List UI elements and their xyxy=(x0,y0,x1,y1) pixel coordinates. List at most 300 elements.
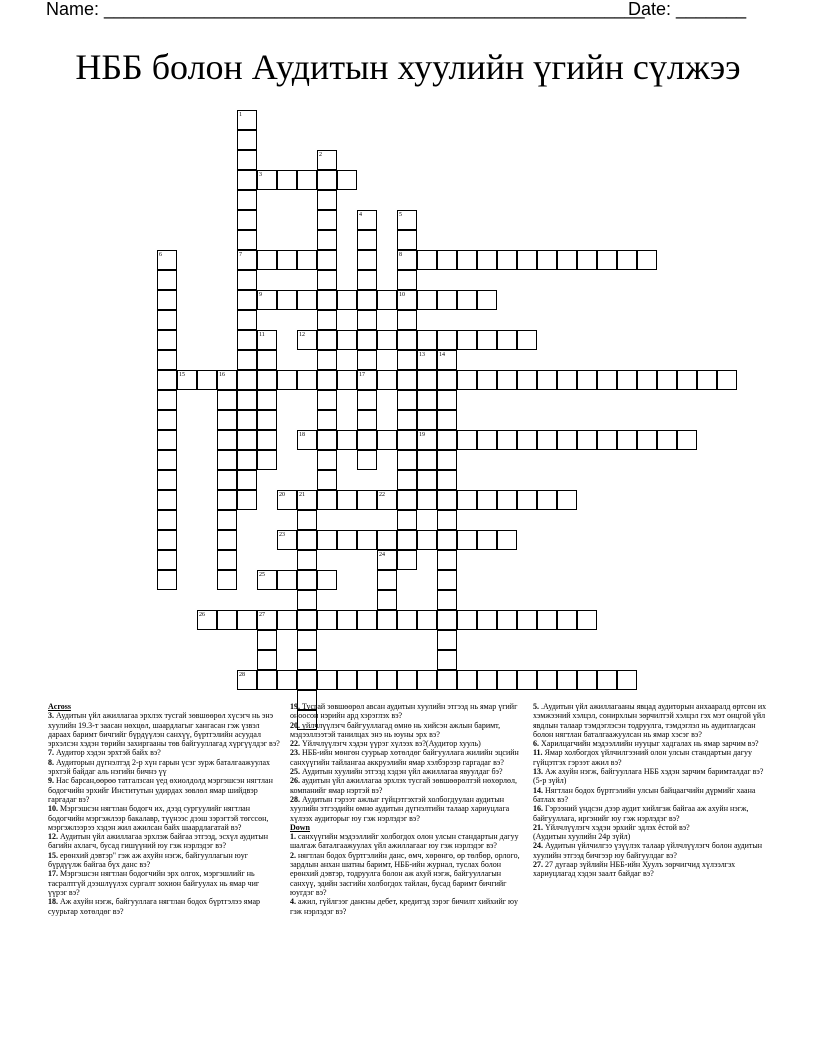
grid-cell[interactable] xyxy=(317,570,337,590)
grid-cell[interactable] xyxy=(357,610,377,630)
grid-cell[interactable] xyxy=(277,670,297,690)
grid-cell[interactable] xyxy=(437,330,457,350)
grid-cell[interactable] xyxy=(397,550,417,570)
grid-cell[interactable] xyxy=(437,510,457,530)
grid-cell[interactable] xyxy=(257,430,277,450)
clue-text: Мэргэшсэн нягтлан бодогч их, дээд сургуулийг нягтлан бодогчийн мэргэжлээр бакалавр, түүнээс дээш зэрэгтэй төгссөн, мэргэжлээрээ хэдэн жил ажилсан байх шаардлагатай вэ? xyxy=(48,804,269,832)
clue-number: 6. xyxy=(533,739,539,749)
grid-cell[interactable] xyxy=(357,250,377,270)
grid-cell[interactable] xyxy=(297,630,317,650)
grid-cell[interactable] xyxy=(357,230,377,250)
clue-text: Аудитор хэдэн эрхтэй байх вэ? xyxy=(54,748,161,758)
grid-cell[interactable] xyxy=(397,270,417,290)
grid-cell[interactable] xyxy=(397,670,417,690)
clue-text: Аудитын үйл ажиллагаа эрхлэх тусгай зөвшөөрөл хүсэгч нь энэ хуулийн 19.3-т заасан нөхцөл, шаардлагыг хангасан гэж үзвэл дараах баримт бичгийг бүрдүүлэн санхүү, бүртгэлийн асуудал эрхэлсэн хэдэн төрийн захиргааны төв байгууллагад хүргүүлдэг вэ? xyxy=(48,711,280,749)
grid-cell[interactable] xyxy=(497,610,517,630)
clue-number: 27. xyxy=(533,860,543,870)
grid-cell[interactable] xyxy=(537,670,557,690)
grid-cell[interactable] xyxy=(237,450,257,470)
grid-cell[interactable] xyxy=(597,430,617,450)
grid-cell[interactable] xyxy=(237,130,257,150)
grid-cell[interactable] xyxy=(217,530,237,550)
grid-cell[interactable] xyxy=(237,470,257,490)
grid-cell[interactable] xyxy=(497,530,517,550)
grid-cell[interactable] xyxy=(577,670,597,690)
grid-cell[interactable] xyxy=(517,430,537,450)
clue-number-label: 16 xyxy=(219,372,225,378)
grid-cell[interactable] xyxy=(157,510,177,530)
grid-cell[interactable] xyxy=(217,450,237,470)
grid-cell[interactable] xyxy=(237,170,257,190)
grid-cell[interactable] xyxy=(397,230,417,250)
grid-cell[interactable] xyxy=(417,390,437,410)
grid-cell[interactable] xyxy=(357,330,377,350)
grid-cell[interactable] xyxy=(397,390,417,410)
grid-cell[interactable] xyxy=(157,330,177,350)
grid-cell[interactable] xyxy=(517,610,537,630)
grid-cell[interactable] xyxy=(157,530,177,550)
grid-cell[interactable] xyxy=(297,290,317,310)
grid-cell[interactable] xyxy=(217,470,237,490)
grid-cell[interactable] xyxy=(517,370,537,390)
grid-cell[interactable] xyxy=(377,610,397,630)
grid-cell[interactable] xyxy=(437,490,457,510)
grid-cell[interactable] xyxy=(557,610,577,630)
clue-number: 20. xyxy=(290,720,300,730)
clue-number-label: 15 xyxy=(179,372,185,378)
grid-cell[interactable] xyxy=(537,610,557,630)
grid-cell[interactable] xyxy=(497,370,517,390)
clue-number-label: 6 xyxy=(159,252,162,258)
grid-cell[interactable] xyxy=(277,370,297,390)
clue-number: 3. xyxy=(48,711,54,721)
grid-cell[interactable] xyxy=(257,410,277,430)
grid-cell[interactable] xyxy=(477,430,497,450)
grid-cell[interactable] xyxy=(397,450,417,470)
grid-cell[interactable] xyxy=(337,610,357,630)
date-line[interactable]: Date: _______ xyxy=(628,0,747,19)
clue-text: Ямар холбогдох үйлчилгээний олон улсын стандартын дагуу гүйцэтгэх гэрээт ажил вэ? xyxy=(533,748,752,767)
grid-cell[interactable] xyxy=(417,490,437,510)
grid-cell[interactable] xyxy=(537,250,557,270)
grid-cell[interactable] xyxy=(557,490,577,510)
grid-cell[interactable] xyxy=(497,670,517,690)
grid-cell[interactable] xyxy=(597,670,617,690)
grid-cell[interactable] xyxy=(497,430,517,450)
clue-text: Харилцагчийн мэдээллийн нууцыг хадгалах нь ямар зарчим вэ? xyxy=(539,739,759,749)
grid-cell[interactable] xyxy=(317,450,337,470)
clue-number: 22. xyxy=(290,739,300,749)
grid-cell[interactable] xyxy=(437,610,457,630)
grid-cell[interactable] xyxy=(557,370,577,390)
grid-cell[interactable] xyxy=(317,350,337,370)
grid-cell[interactable] xyxy=(317,490,337,510)
grid-cell[interactable] xyxy=(617,250,637,270)
grid-cell[interactable] xyxy=(557,670,577,690)
grid-cell[interactable] xyxy=(157,430,177,450)
grid-cell[interactable] xyxy=(297,610,317,630)
grid-cell[interactable] xyxy=(317,430,337,450)
grid-cell[interactable] xyxy=(517,490,537,510)
grid-cell[interactable] xyxy=(357,670,377,690)
grid-cell[interactable] xyxy=(157,370,177,390)
clue-item xyxy=(533,804,768,823)
clue-item xyxy=(48,711,280,748)
grid-cell[interactable] xyxy=(157,310,177,330)
clue-number: 26. xyxy=(290,776,300,786)
grid-cell[interactable] xyxy=(257,630,277,650)
grid-cell[interactable] xyxy=(217,390,237,410)
clue-item xyxy=(48,851,280,870)
grid-cell[interactable] xyxy=(437,370,457,390)
grid-cell[interactable] xyxy=(237,490,257,510)
grid-cell[interactable] xyxy=(417,470,437,490)
grid-cell[interactable] xyxy=(457,370,477,390)
grid-cell[interactable] xyxy=(477,250,497,270)
grid-cell[interactable] xyxy=(437,410,457,430)
grid-cell[interactable] xyxy=(217,550,237,570)
grid-cell[interactable] xyxy=(317,330,337,350)
clue-number-label: 13 xyxy=(419,352,425,358)
grid-cell[interactable] xyxy=(437,590,457,610)
grid-cell[interactable] xyxy=(257,350,277,370)
grid-cell[interactable] xyxy=(477,530,497,550)
grid-cell[interactable] xyxy=(297,510,317,530)
grid-cell[interactable] xyxy=(317,270,337,290)
grid-cell[interactable] xyxy=(437,450,457,470)
grid-cell[interactable] xyxy=(437,650,457,670)
grid-cell[interactable] xyxy=(157,270,177,290)
grid-cell[interactable] xyxy=(357,390,377,410)
grid-cell[interactable] xyxy=(597,370,617,390)
clue-number: 24. xyxy=(533,841,543,851)
clue-number: 28. xyxy=(290,794,300,804)
clue-text: Аудитын хуулийн этгээд хэдэн үйл ажиллагаа явуулдаг бэ? xyxy=(300,767,503,777)
grid-cell[interactable] xyxy=(357,310,377,330)
grid-cell[interactable] xyxy=(417,250,437,270)
grid-cell[interactable] xyxy=(277,170,297,190)
grid-cell[interactable] xyxy=(317,170,337,190)
clue-item xyxy=(290,721,525,740)
grid-cell[interactable] xyxy=(157,490,177,510)
grid-cell[interactable] xyxy=(237,310,257,330)
grid-cell[interactable] xyxy=(337,290,357,310)
grid-cell[interactable] xyxy=(317,230,337,250)
grid-cell[interactable] xyxy=(277,570,297,590)
clue-number-label: 8 xyxy=(399,252,402,258)
grid-cell[interactable] xyxy=(457,430,477,450)
clue-number-label: 7 xyxy=(239,252,242,258)
grid-cell[interactable] xyxy=(297,650,317,670)
grid-cell[interactable] xyxy=(337,430,357,450)
grid-cell[interactable] xyxy=(397,510,417,530)
grid-cell[interactable] xyxy=(677,430,697,450)
grid-cell[interactable] xyxy=(617,370,637,390)
grid-cell[interactable] xyxy=(577,610,597,630)
grid-cell[interactable] xyxy=(197,370,217,390)
grid-cell[interactable] xyxy=(237,290,257,310)
clue-text: үйлчлүүлэгч байгууллагад өмнө нь хийсэн ажлын баримт, мэдээллээтэй танилцах энэ нь юуны эрх вэ? xyxy=(290,720,501,739)
grid-cell[interactable] xyxy=(157,450,177,470)
grid-cell[interactable] xyxy=(257,670,277,690)
clue-number-label: 4 xyxy=(359,212,362,218)
grid-cell[interactable] xyxy=(217,410,237,430)
grid-cell[interactable] xyxy=(297,590,317,610)
clue-text: (Аудитын хуулийн 24р зүйл) xyxy=(533,832,631,842)
grid-cell[interactable] xyxy=(497,250,517,270)
grid-cell[interactable] xyxy=(577,370,597,390)
grid-cell[interactable] xyxy=(537,490,557,510)
grid-cell[interactable] xyxy=(217,490,237,510)
grid-cell[interactable] xyxy=(277,250,297,270)
grid-cell[interactable] xyxy=(417,410,437,430)
grid-cell[interactable] xyxy=(457,610,477,630)
grid-cell[interactable] xyxy=(397,370,417,390)
grid-cell[interactable] xyxy=(297,170,317,190)
name-line[interactable]: Name: ______________________________________________________ xyxy=(46,0,645,19)
grid-cell[interactable] xyxy=(397,610,417,630)
grid-cell[interactable] xyxy=(417,450,437,470)
clue-item xyxy=(290,739,525,748)
grid-cell[interactable] xyxy=(637,370,657,390)
grid-cell[interactable] xyxy=(317,370,337,390)
grid-cell[interactable] xyxy=(477,290,497,310)
grid-cell[interactable] xyxy=(437,470,457,490)
grid-cell[interactable] xyxy=(217,430,237,450)
grid-cell[interactable] xyxy=(557,430,577,450)
grid-cell[interactable] xyxy=(217,610,237,630)
grid-cell[interactable] xyxy=(357,290,377,310)
grid-cell[interactable] xyxy=(237,610,257,630)
grid-cell[interactable] xyxy=(477,490,497,510)
grid-cell[interactable] xyxy=(237,270,257,290)
clue-item xyxy=(533,786,768,805)
grid-cell[interactable] xyxy=(437,670,457,690)
grid-cell[interactable] xyxy=(277,290,297,310)
grid-cell[interactable] xyxy=(317,390,337,410)
grid-cell[interactable] xyxy=(237,430,257,450)
grid-cell[interactable] xyxy=(417,610,437,630)
clue-number: 9. xyxy=(48,776,54,786)
grid-cell[interactable] xyxy=(477,610,497,630)
grid-cell[interactable] xyxy=(437,630,457,650)
clue-number-label: 27 xyxy=(259,612,265,618)
grid-cell[interactable] xyxy=(317,210,337,230)
clue-number-label: 28 xyxy=(239,672,245,678)
down-clues-list-cont xyxy=(533,702,768,879)
grid-cell[interactable] xyxy=(357,270,377,290)
grid-cell[interactable] xyxy=(457,290,477,310)
grid-cell[interactable] xyxy=(517,330,537,350)
grid-cell[interactable] xyxy=(517,670,537,690)
grid-cell[interactable] xyxy=(377,530,397,550)
grid-cell[interactable] xyxy=(437,550,457,570)
grid-cell[interactable] xyxy=(417,530,437,550)
clue-number-label: 20 xyxy=(279,492,285,498)
clue-text: Нягтлан бодох бүртгэлийн улсын байцаагчийн дүрмийг хаана батлах вэ? xyxy=(533,785,756,804)
grid-cell[interactable] xyxy=(417,670,437,690)
grid-cell[interactable] xyxy=(317,190,337,210)
clue-number: 12. xyxy=(48,832,58,842)
grid-cell[interactable] xyxy=(537,430,557,450)
grid-cell[interactable] xyxy=(417,330,437,350)
clue-text: Аудиторын дүгнэлтэд 2-р хүн гарын үсэг зурж баталгаажуулах эрхтэй байдаг аль нэгийн бичнэ үү xyxy=(48,757,271,777)
grid-cell[interactable] xyxy=(597,250,617,270)
grid-cell[interactable] xyxy=(377,670,397,690)
grid-cell[interactable] xyxy=(397,410,417,430)
grid-cell[interactable] xyxy=(157,350,177,370)
grid-cell[interactable] xyxy=(457,330,477,350)
grid-cell[interactable] xyxy=(257,390,277,410)
grid-cell[interactable] xyxy=(237,230,257,250)
grid-cell[interactable] xyxy=(317,670,337,690)
clue-column-1 xyxy=(48,702,280,916)
clue-number: 4. xyxy=(290,897,296,907)
clue-text: ажил, гүйлгээг дансны дебет, кредитэд зэрэг бичилт хийхийг юу гэж нэрлэдэг вэ? xyxy=(290,897,518,916)
grid-cell[interactable] xyxy=(297,370,317,390)
grid-cell[interactable] xyxy=(237,390,257,410)
clue-item xyxy=(533,739,768,748)
grid-cell[interactable] xyxy=(317,410,337,430)
grid-cell[interactable] xyxy=(417,370,437,390)
grid-cell[interactable] xyxy=(437,430,457,450)
grid-cell[interactable] xyxy=(517,250,537,270)
grid-cell[interactable] xyxy=(677,370,697,390)
grid-cell[interactable] xyxy=(297,570,317,590)
grid-cell[interactable] xyxy=(457,490,477,510)
grid-cell[interactable] xyxy=(617,670,637,690)
grid-cell[interactable] xyxy=(397,350,417,370)
grid-cell[interactable] xyxy=(357,490,377,510)
grid-cell[interactable] xyxy=(397,330,417,350)
grid-cell[interactable] xyxy=(577,430,597,450)
grid-cell[interactable] xyxy=(397,470,417,490)
grid-cell[interactable] xyxy=(157,410,177,430)
grid-cell[interactable] xyxy=(337,170,357,190)
grid-cell[interactable] xyxy=(237,350,257,370)
clue-item xyxy=(290,767,525,776)
grid-cell[interactable] xyxy=(317,290,337,310)
grid-cell[interactable] xyxy=(257,650,277,670)
clue-text: Аж ахуйн нэгж, байгууллага НББ хэдэн зарчим баримталдаг вэ?(5-р зүйл) xyxy=(533,767,764,786)
grid-cell[interactable] xyxy=(437,530,457,550)
grid-cell[interactable] xyxy=(337,670,357,690)
grid-cell[interactable] xyxy=(497,490,517,510)
grid-cell[interactable] xyxy=(657,430,677,450)
clue-item xyxy=(48,897,280,916)
clue-text: Аудитын үйлчилгээ үзүүлэх талаар үйлчлүүлэгч болон аудитын хуулийн этгээд бичгээр юу байгуулдаг вэ? xyxy=(533,841,763,860)
grid-cell[interactable] xyxy=(157,290,177,310)
clue-number-label: 26 xyxy=(199,612,205,618)
grid-cell[interactable] xyxy=(437,250,457,270)
grid-cell[interactable] xyxy=(337,490,357,510)
grid-cell[interactable] xyxy=(157,570,177,590)
clue-number: 17. xyxy=(48,869,58,879)
grid-cell[interactable] xyxy=(637,430,657,450)
grid-cell[interactable] xyxy=(157,470,177,490)
grid-cell[interactable] xyxy=(657,370,677,390)
grid-cell[interactable] xyxy=(337,330,357,350)
grid-cell[interactable] xyxy=(357,410,377,430)
grid-cell[interactable] xyxy=(717,370,737,390)
grid-cell[interactable] xyxy=(397,490,417,510)
grid-cell[interactable] xyxy=(217,510,237,530)
grid-cell[interactable] xyxy=(637,250,657,270)
grid-cell[interactable] xyxy=(377,330,397,350)
grid-cell[interactable] xyxy=(377,590,397,610)
grid-cell[interactable] xyxy=(377,430,397,450)
grid-cell[interactable] xyxy=(357,530,377,550)
grid-cell[interactable] xyxy=(477,670,497,690)
grid-cell[interactable] xyxy=(497,330,517,350)
grid-cell[interactable] xyxy=(697,370,717,390)
grid-cell[interactable] xyxy=(297,250,317,270)
grid-cell[interactable] xyxy=(317,610,337,630)
grid-cell[interactable] xyxy=(317,470,337,490)
grid-cell[interactable] xyxy=(377,290,397,310)
grid-cell[interactable] xyxy=(537,370,557,390)
grid-cell[interactable] xyxy=(297,530,317,550)
grid-cell[interactable] xyxy=(457,670,477,690)
grid-cell[interactable] xyxy=(397,430,417,450)
grid-cell[interactable] xyxy=(237,370,257,390)
grid-cell[interactable] xyxy=(337,370,357,390)
grid-cell[interactable] xyxy=(317,530,337,550)
grid-cell[interactable] xyxy=(617,430,637,450)
grid-cell[interactable] xyxy=(297,550,317,570)
grid-cell[interactable] xyxy=(397,530,417,550)
grid-cell[interactable] xyxy=(217,570,237,590)
clue-number: 7. xyxy=(48,748,54,758)
grid-cell[interactable] xyxy=(157,390,177,410)
grid-cell[interactable] xyxy=(437,570,457,590)
grid-cell[interactable] xyxy=(457,530,477,550)
grid-cell[interactable] xyxy=(237,410,257,430)
grid-cell[interactable] xyxy=(277,610,297,630)
grid-cell[interactable] xyxy=(437,390,457,410)
grid-cell[interactable] xyxy=(317,250,337,270)
grid-cell[interactable] xyxy=(417,290,437,310)
clue-number-label: 24 xyxy=(379,552,385,558)
grid-cell[interactable] xyxy=(237,150,257,170)
grid-cell[interactable] xyxy=(237,190,257,210)
grid-cell[interactable] xyxy=(557,250,577,270)
clue-number: 11. xyxy=(533,748,543,758)
grid-cell[interactable] xyxy=(257,250,277,270)
grid-cell[interactable] xyxy=(357,350,377,370)
grid-cell[interactable] xyxy=(157,550,177,570)
grid-cell[interactable] xyxy=(377,570,397,590)
grid-cell[interactable] xyxy=(357,430,377,450)
grid-cell[interactable] xyxy=(437,290,457,310)
grid-cell[interactable] xyxy=(237,210,257,230)
grid-cell[interactable] xyxy=(257,370,277,390)
clue-number-label: 22 xyxy=(379,492,385,498)
grid-cell[interactable] xyxy=(237,330,257,350)
grid-cell[interactable] xyxy=(297,670,317,690)
grid-cell[interactable] xyxy=(577,250,597,270)
grid-cell[interactable] xyxy=(457,250,477,270)
grid-cell[interactable] xyxy=(477,330,497,350)
grid-cell[interactable] xyxy=(257,450,277,470)
clue-number-label: 9 xyxy=(259,292,262,298)
grid-cell[interactable] xyxy=(357,450,377,470)
grid-cell[interactable] xyxy=(477,370,497,390)
grid-cell[interactable] xyxy=(397,310,417,330)
grid-cell[interactable] xyxy=(377,370,397,390)
grid-cell[interactable] xyxy=(317,310,337,330)
grid-cell[interactable] xyxy=(337,530,357,550)
